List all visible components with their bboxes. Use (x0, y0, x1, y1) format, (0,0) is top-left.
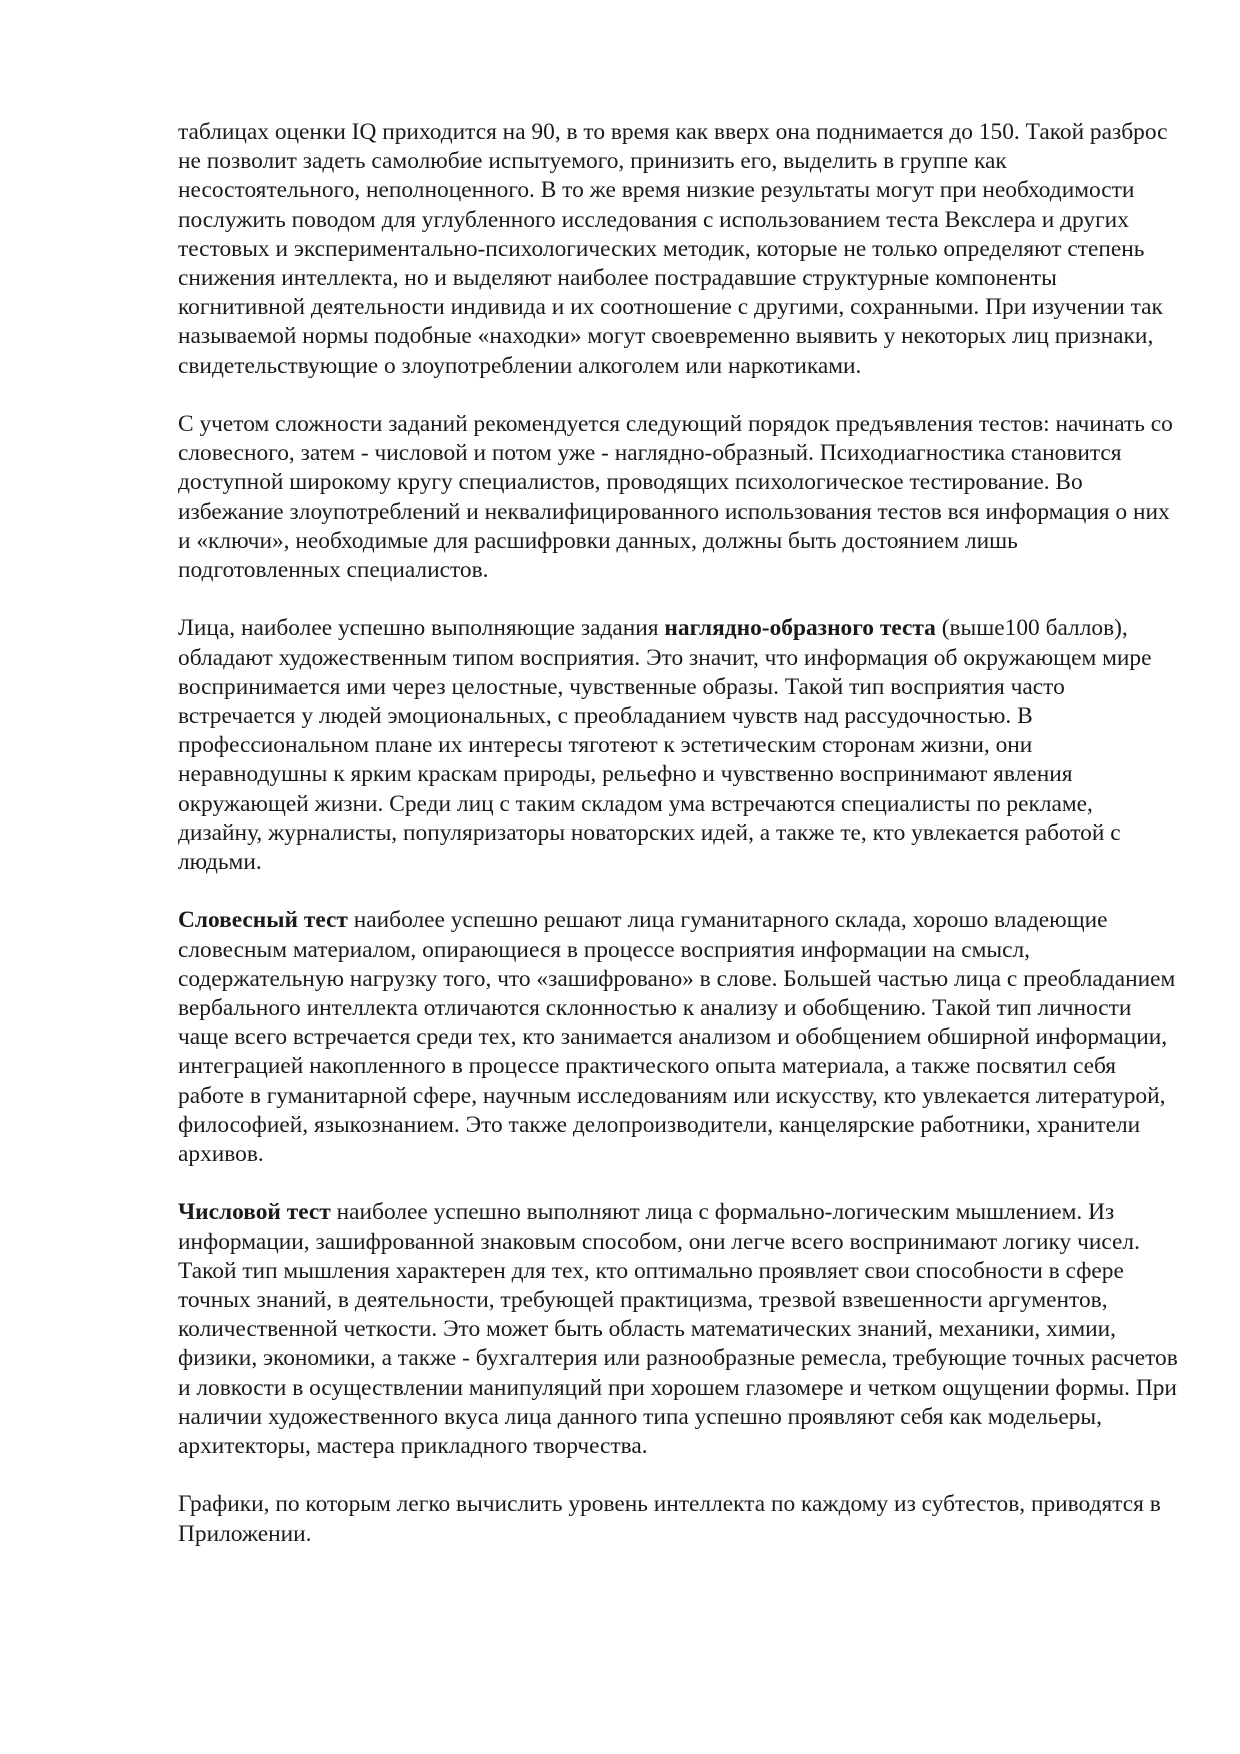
term-numeric-test: Числовой тест (178, 1199, 331, 1226)
document-body (178, 118, 1178, 1578)
term-verbal-test: Словесный тест (178, 907, 348, 934)
paragraph-text: Графики, по которым легко вычислить уровень интеллекта по каждому из субтестов, приводятся в Приложении. (178, 1491, 1161, 1547)
paragraph-test-order (178, 410, 1178, 585)
paragraph-visual-test (178, 614, 1178, 877)
paragraph-text: наиболее успешно решают лица гуманитарного склада, хорошо владеющие словесным материалом, опирающиеся в процессе восприятия информации на смысл, содержательную нагрузку того, что «зашифровано» в слове. Большей частью лица с преобладанием вербального интеллекта отличаются склонностью к анализу и обобщению. Такой тип личности чаще всего встречается среди тех, кто занимается анализом и обобщением обширной информации, интеграцией накопленного в процессе практического опыта материала, а также посвятил себя работе в гуманитарной сфере, научным исследованиям или искусству, кто увлекается литературой, философией, языкознанием. Это также делопроизводители, канцелярские работники, хранители архивов. (178, 907, 1176, 1168)
paragraph-text-lead: Лица, наиболее успешно выполняющие задания (178, 615, 665, 642)
paragraph-text: таблицах оценки IQ приходится на 90, в то время как вверх она поднимается до 150. Такой разброс не позволит задеть самолюбие испытуемого, принизить его, выделить в группе как несостоятельного, неполноценного. В то же время низкие результаты могут при необходимости послужить поводом для углубленного исследования с использованием теста Векслера и других тестовых и экспериментально-психологических методик, которые не только определяют степень снижения интеллекта, но и выделяют наиболее пострадавшие структурные компоненты когнитивной деятельности индивида и их соотношение с другими, сохранными. При изучении так называемой нормы подобные «находки» могут своевременно выявить у некоторых лиц признаки, свидетельствующие о злоупотреблении алкоголем или наркотиками. (178, 119, 1168, 379)
paragraph-text: (выше100 баллов), обладают художественным типом восприятия. Это значит, что информация об окружающем мире воспринимается ими через целостные, чувственные образы. Такой тип восприятия часто встречается у людей эмоциональных, с преобладанием чувств над рассудочностью. В профессиональном плане их интересы тяготеют к эстетическим сторонам жизни, они неравнодушны к ярким краскам природы, рельефно и чувственно воспринимают явления окружающей жизни. Среди лиц с таким складом ума встречаются специалисты по рекламе, дизайну, журналисты, популяризаторы новаторских идей, а также те, кто увлекается работой с людьми. (178, 615, 1152, 876)
paragraph-verbal-test (178, 906, 1178, 1169)
paragraph-text: наиболее успешно выполняют лица с формально-логическим мышлением. Из информации, зашифрованной знаковым способом, они легче всего воспринимают логику чисел. Такой тип мышления характерен для тех, кто оптимально проявляет свои способности в сфере точных знаний, в деятельности, требующей практицизма, трезвой взвешенности аргументов, количественной четкости. Это может быть область математических знаний, механики, химии, физики, экономики, а также - бухгалтерия или разнообразные ремесла, требующие точных расчетов и ловкости в осуществлении манипуляций при хорошем глазомере и четком ощущении формы. При наличии художественного вкуса лица данного типа успешно проявляют себя как модельеры, архитекторы, мастера прикладного творчества. (178, 1199, 1178, 1460)
paragraph-appendix-note (178, 1490, 1178, 1548)
term-visual-test: наглядно-образного теста (664, 615, 936, 642)
paragraph-iq-scale (178, 118, 1178, 381)
paragraph-numeric-test (178, 1198, 1178, 1461)
paragraph-text: С учетом сложности заданий рекомендуется следующий порядок предъявления тестов: начинать со словесного, затем - числовой и потом уже - наглядно-образный. Психодиагностика становится доступной широкому кругу специалистов, проводящих психологическое тестирование. Во избежание злоупотреблений и неквалифицированного использования тестов вся информация о них и «ключи», необходимые для расшифровки данных, должны быть достоянием лишь подготовленных специалистов. (178, 411, 1173, 584)
